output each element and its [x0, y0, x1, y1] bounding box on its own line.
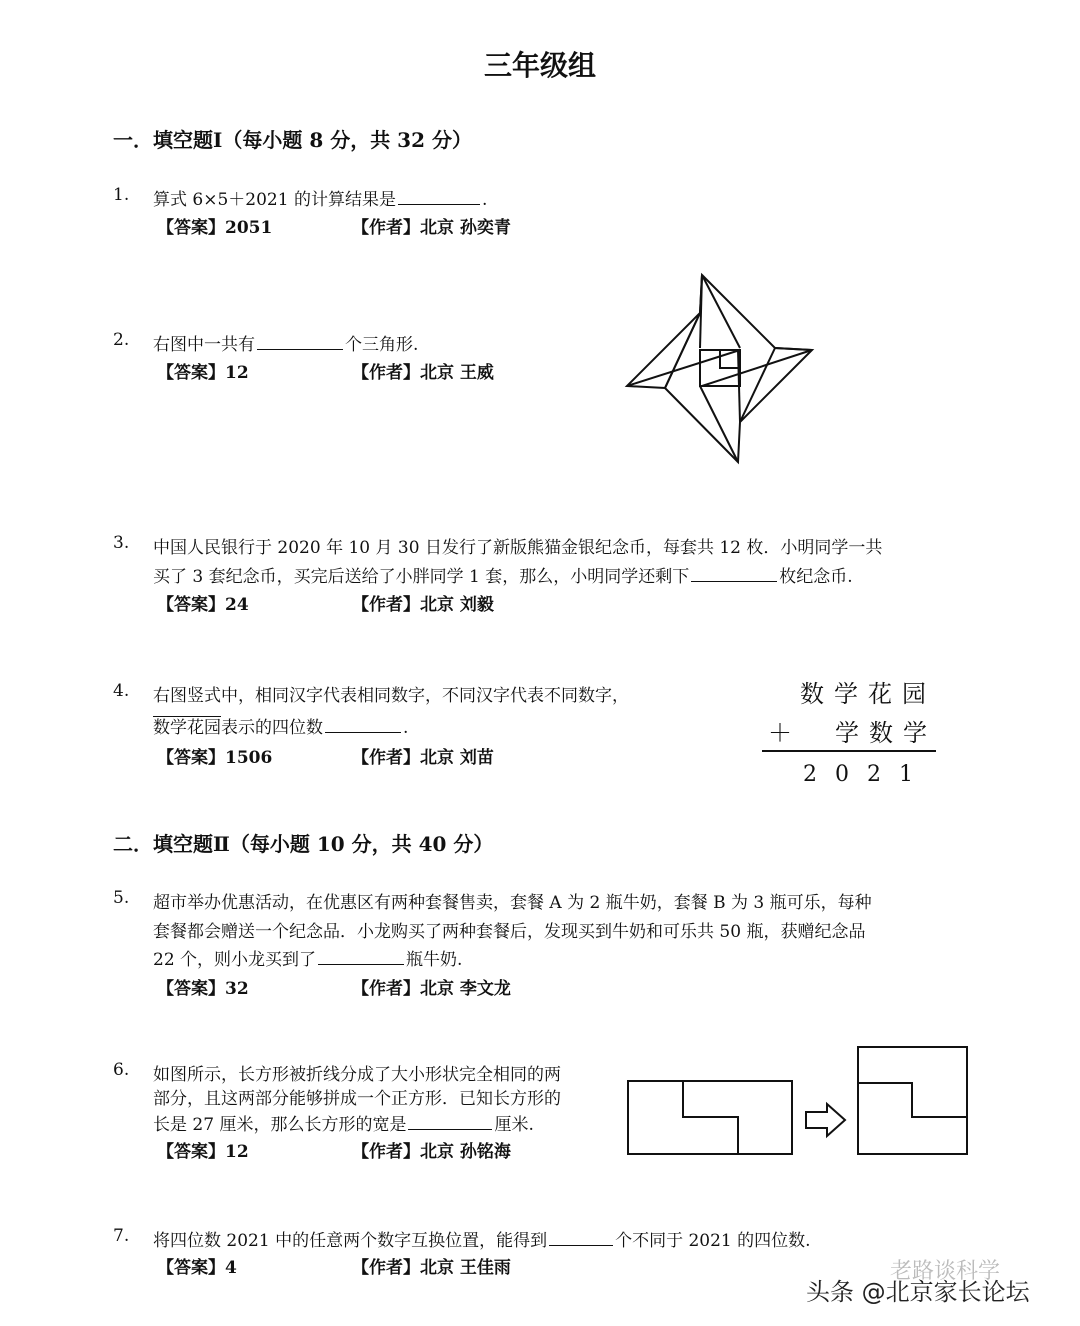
answer: 【答案】12	[157, 363, 249, 383]
watermark-faint: 老路谈科学	[890, 1259, 1001, 1284]
page-title: 三年级组	[483, 49, 596, 82]
question-number: 3.	[113, 533, 130, 553]
question-number: 2.	[113, 330, 130, 350]
sum-result: 2021	[803, 762, 931, 787]
question-text: 如图所示，长方形被折线分成了大小形状完全相同的两	[153, 1065, 561, 1085]
answer: 【答案】2051	[157, 218, 273, 238]
question-text: 中国人民银行于 2020 年 10 月 30 日发行了新版熊猫金银纪念币，每套共 12 枚．小明同学一共	[153, 538, 883, 558]
question-number: 1.	[113, 185, 130, 205]
addend-row-1: 数学花园	[800, 680, 936, 708]
author: 【作者】北京 刘毅	[352, 595, 494, 615]
question-text: 右图中一共有 个三角形.	[153, 335, 419, 355]
question-number: 7.	[113, 1226, 130, 1246]
question-text: 超市举办优惠活动，在优惠区有两种套餐售卖，套餐 A 为 2 瓶牛奶，套餐 B 为 3 瓶可乐，每种	[153, 893, 872, 913]
answer: 【答案】12	[157, 1142, 249, 1162]
answer: 【答案】24	[157, 595, 249, 615]
question-text: 右图竖式中，相同汉字代表相同数字，不同汉字代表不同数字，	[153, 686, 629, 706]
author: 【作者】北京 孙奕青	[352, 218, 511, 238]
question-text: 部分，且这两部分能够拼成一个正方形．已知长方形的	[153, 1089, 561, 1109]
section-heading-1: 一．填空题Ⅰ（每小题 8 分，共 32 分）	[113, 128, 472, 152]
question-text: 将四位数 2021 中的任意两个数字互换位置，能得到 个不同于 2021 的四位数.	[153, 1231, 811, 1251]
section-heading-2: 二．填空题Ⅱ（每小题 10 分，共 40 分）	[113, 832, 494, 856]
plus-sign: ＋	[768, 719, 802, 747]
question-text: 数学花园表示的四位数 .	[153, 718, 409, 738]
author: 【作者】北京 李文龙	[352, 979, 511, 999]
question-number: 5.	[113, 888, 130, 908]
triangle-pinwheel-figure	[620, 270, 820, 470]
question-text: 套餐都会赠送一个纪念品．小龙购买了两种套餐后，发现买到牛奶和可乐共 50 瓶，获赠纪念品	[153, 922, 866, 942]
answer: 【答案】4	[157, 1258, 237, 1278]
question-text: 算式 6×5＋2021 的计算结果是 .	[153, 190, 488, 210]
answer: 【答案】32	[157, 979, 249, 999]
question-text: 买了 3 套纪念币，买完后送给了小胖同学 1 套，那么，小明同学还剩下 枚纪念币.	[153, 567, 853, 587]
question-number: 4.	[113, 681, 130, 701]
watermark: 头条 @北京家长论坛	[806, 1278, 1030, 1306]
author: 【作者】北京 孙铭海	[352, 1142, 511, 1162]
question-text: 长是 27 厘米，那么长方形的宽是 厘米.	[153, 1115, 534, 1135]
author: 【作者】北京 王威	[352, 363, 494, 383]
addend-row-2: 学数学	[835, 719, 937, 747]
author: 【作者】北京 王佳雨	[352, 1258, 511, 1278]
author: 【作者】北京 刘苗	[352, 748, 494, 768]
rectangle-to-square-figure	[620, 1040, 980, 1160]
sum-line	[762, 750, 936, 752]
answer: 【答案】1506	[157, 748, 273, 768]
question-number: 6.	[113, 1060, 130, 1080]
question-text: 22 个，则小龙买到了 瓶牛奶.	[153, 950, 463, 970]
